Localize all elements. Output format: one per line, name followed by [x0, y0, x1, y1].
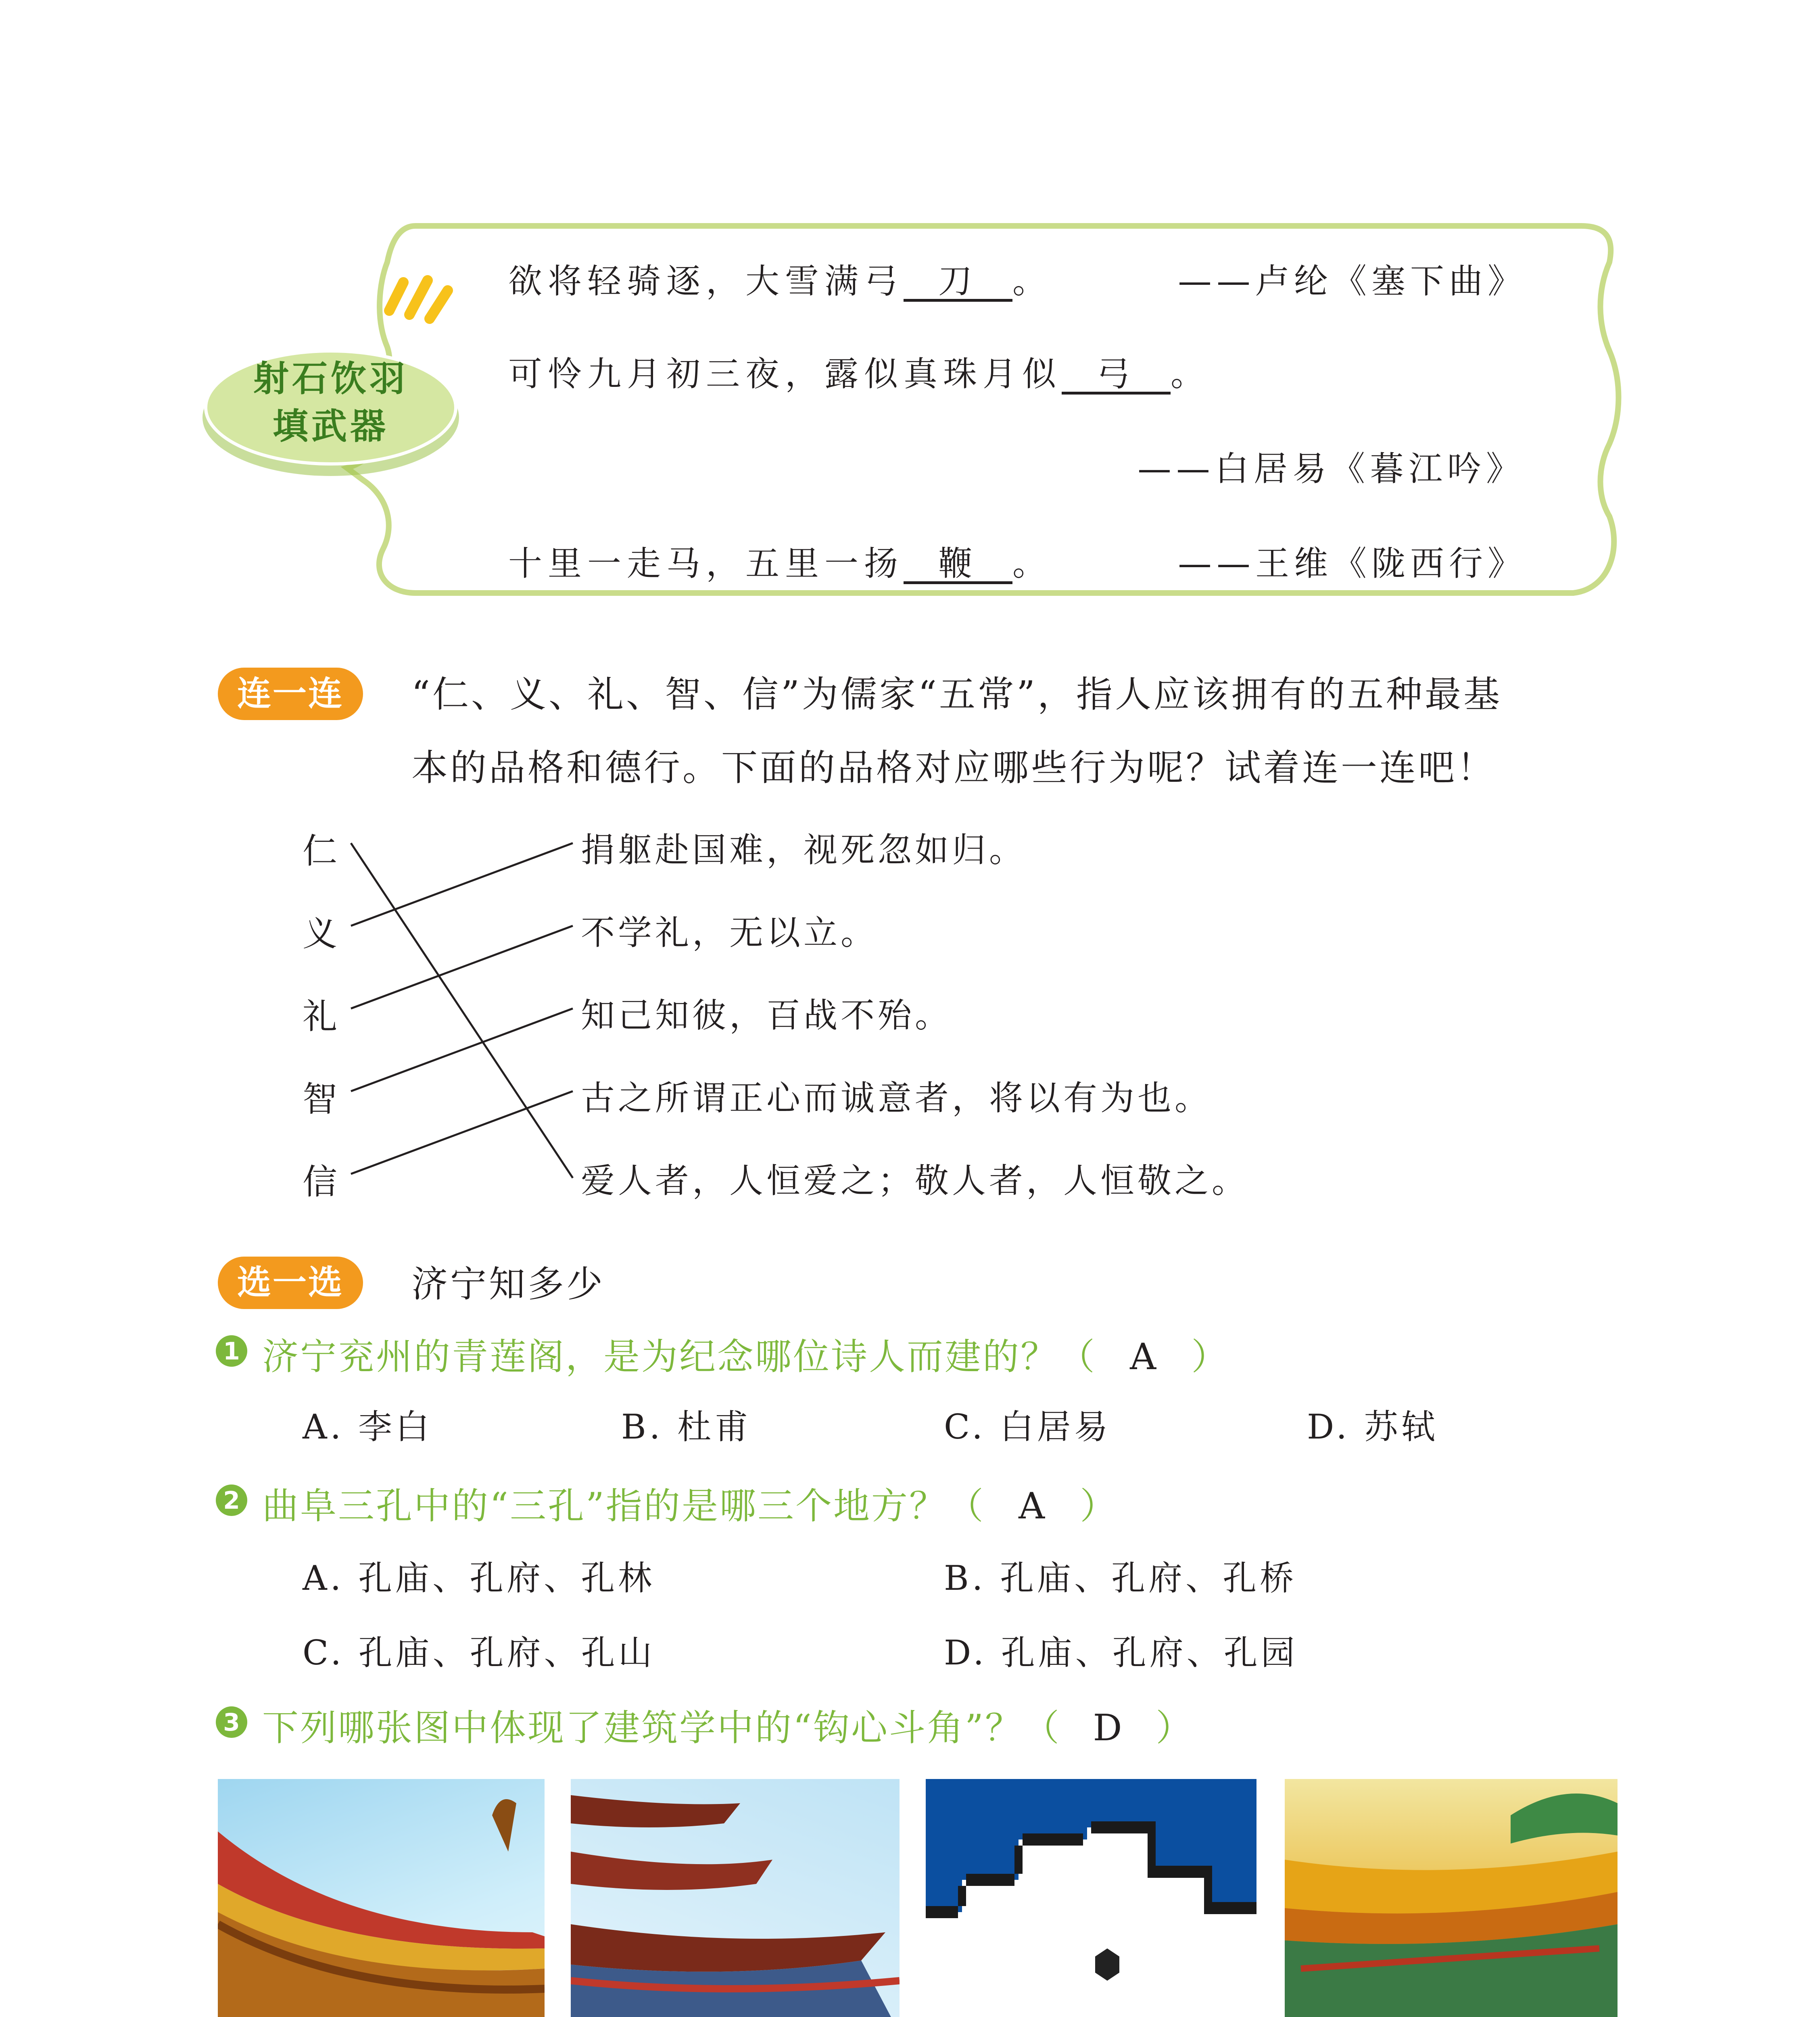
virtue-xin: 信 — [303, 1162, 337, 1202]
poem-line-1-end: 。 — [1012, 261, 1052, 301]
roof-image-c — [926, 1779, 1256, 2017]
q2-number: 2 — [216, 1485, 247, 1516]
roof-image-a — [218, 1779, 545, 2017]
behavior-3: 知己知彼，百战不殆。 — [581, 996, 952, 1035]
q2-text: 曲阜三孔中的“三孔”指的是哪三个地方？（ — [262, 1485, 985, 1527]
poem-line-2-answer: 弓 — [1062, 356, 1171, 395]
virtue-zhi: 智 — [303, 1079, 337, 1119]
poem-line-2-end: 。 — [1171, 354, 1211, 394]
q1-text: 济宁兖州的青莲阁，是为纪念哪位诗人而建的？（ — [262, 1336, 1096, 1378]
q1-question — [262, 1327, 1229, 1380]
poem-line-3-answer: 鞭 — [904, 546, 1012, 584]
poem-line-2-text: 可怜九月初三夜，露似真珠月似 — [508, 354, 1062, 394]
q3-number: 3 — [216, 1706, 247, 1738]
roof-image-d — [1285, 1779, 1618, 2017]
q1-option-c: C. 白居易 — [944, 1407, 1111, 1447]
poem-badge-line-2: 填武器 — [272, 405, 389, 447]
poem-line-2-attribution: ——白居易《暮江吟》 — [1138, 449, 1525, 489]
behavior-5: 爱人者，人恒爱之；敬人者，人恒敬之。 — [581, 1161, 1249, 1201]
q2-question — [262, 1476, 1118, 1529]
q3-close: ） — [1156, 1707, 1194, 1749]
q1-option-b: B. 杜甫 — [621, 1407, 752, 1447]
q1-close: ） — [1191, 1336, 1229, 1378]
virtue-yi: 义 — [303, 914, 337, 954]
q2-answer: A — [1019, 1485, 1047, 1527]
connect-intro-line-1: “仁、义、礼、智、信”为儒家“五常”，指人应该拥有的五种最基 — [411, 673, 1503, 716]
behavior-4: 古之所谓正心而诚意者，将以有为也。 — [581, 1078, 1212, 1118]
q2-close: ） — [1080, 1485, 1118, 1527]
choose-title: 济宁知多少 — [411, 1263, 605, 1305]
poem-line-1-answer: 刀 — [904, 263, 1012, 302]
behavior-2: 不学礼，无以立。 — [581, 913, 878, 952]
poem-line-1-attribution: ——卢纶《塞下曲》 — [1178, 261, 1527, 301]
match-line-zhi — [351, 1008, 573, 1091]
match-line-li — [351, 926, 573, 1008]
poem-line-3-text: 十里一走马，五里一扬 — [508, 544, 904, 583]
q3-question — [262, 1698, 1194, 1751]
connect-badge: 连一连 — [218, 668, 363, 720]
q1-option-a: A. 李白 — [303, 1407, 433, 1447]
q2-option-a: A. 孔庙、孔府、孔林 — [303, 1558, 655, 1598]
q2-option-c: C. 孔庙、孔府、孔山 — [303, 1633, 655, 1672]
q2-option-b: B. 孔庙、孔府、孔桥 — [944, 1558, 1297, 1598]
poem-line-3-attribution: ——王维《陇西行》 — [1178, 544, 1527, 583]
connect-intro-line-2: 本的品格和德行。下面的品格对应哪些行为呢？试着连一连吧！ — [411, 747, 1496, 789]
roof-image-b — [571, 1779, 900, 2017]
behavior-1: 捐躯赴国难，视死忽如归。 — [581, 830, 1027, 870]
match-line-ren — [351, 843, 573, 1178]
q2-option-d: D. 孔庙、孔府、孔园 — [944, 1633, 1298, 1672]
choose-badge: 选一选 — [218, 1257, 363, 1309]
virtue-ren: 仁 — [303, 831, 337, 871]
poem-badge-line-1: 射石饮羽 — [253, 358, 408, 399]
q1-option-d: D. 苏轼 — [1307, 1407, 1438, 1447]
match-line-xin — [351, 1091, 573, 1174]
match-line-yi — [351, 843, 573, 926]
q3-text: 下列哪张图中体现了建筑学中的“钩心斗角”？（ — [262, 1707, 1061, 1749]
q1-answer: A — [1130, 1336, 1158, 1378]
q3-answer: D — [1093, 1707, 1124, 1749]
poem-line-3-end: 。 — [1012, 544, 1052, 583]
virtue-li: 礼 — [303, 996, 337, 1037]
poem-line-1-text: 欲将轻骑逐，大雪满弓 — [508, 261, 904, 301]
q1-number: 1 — [216, 1335, 247, 1367]
